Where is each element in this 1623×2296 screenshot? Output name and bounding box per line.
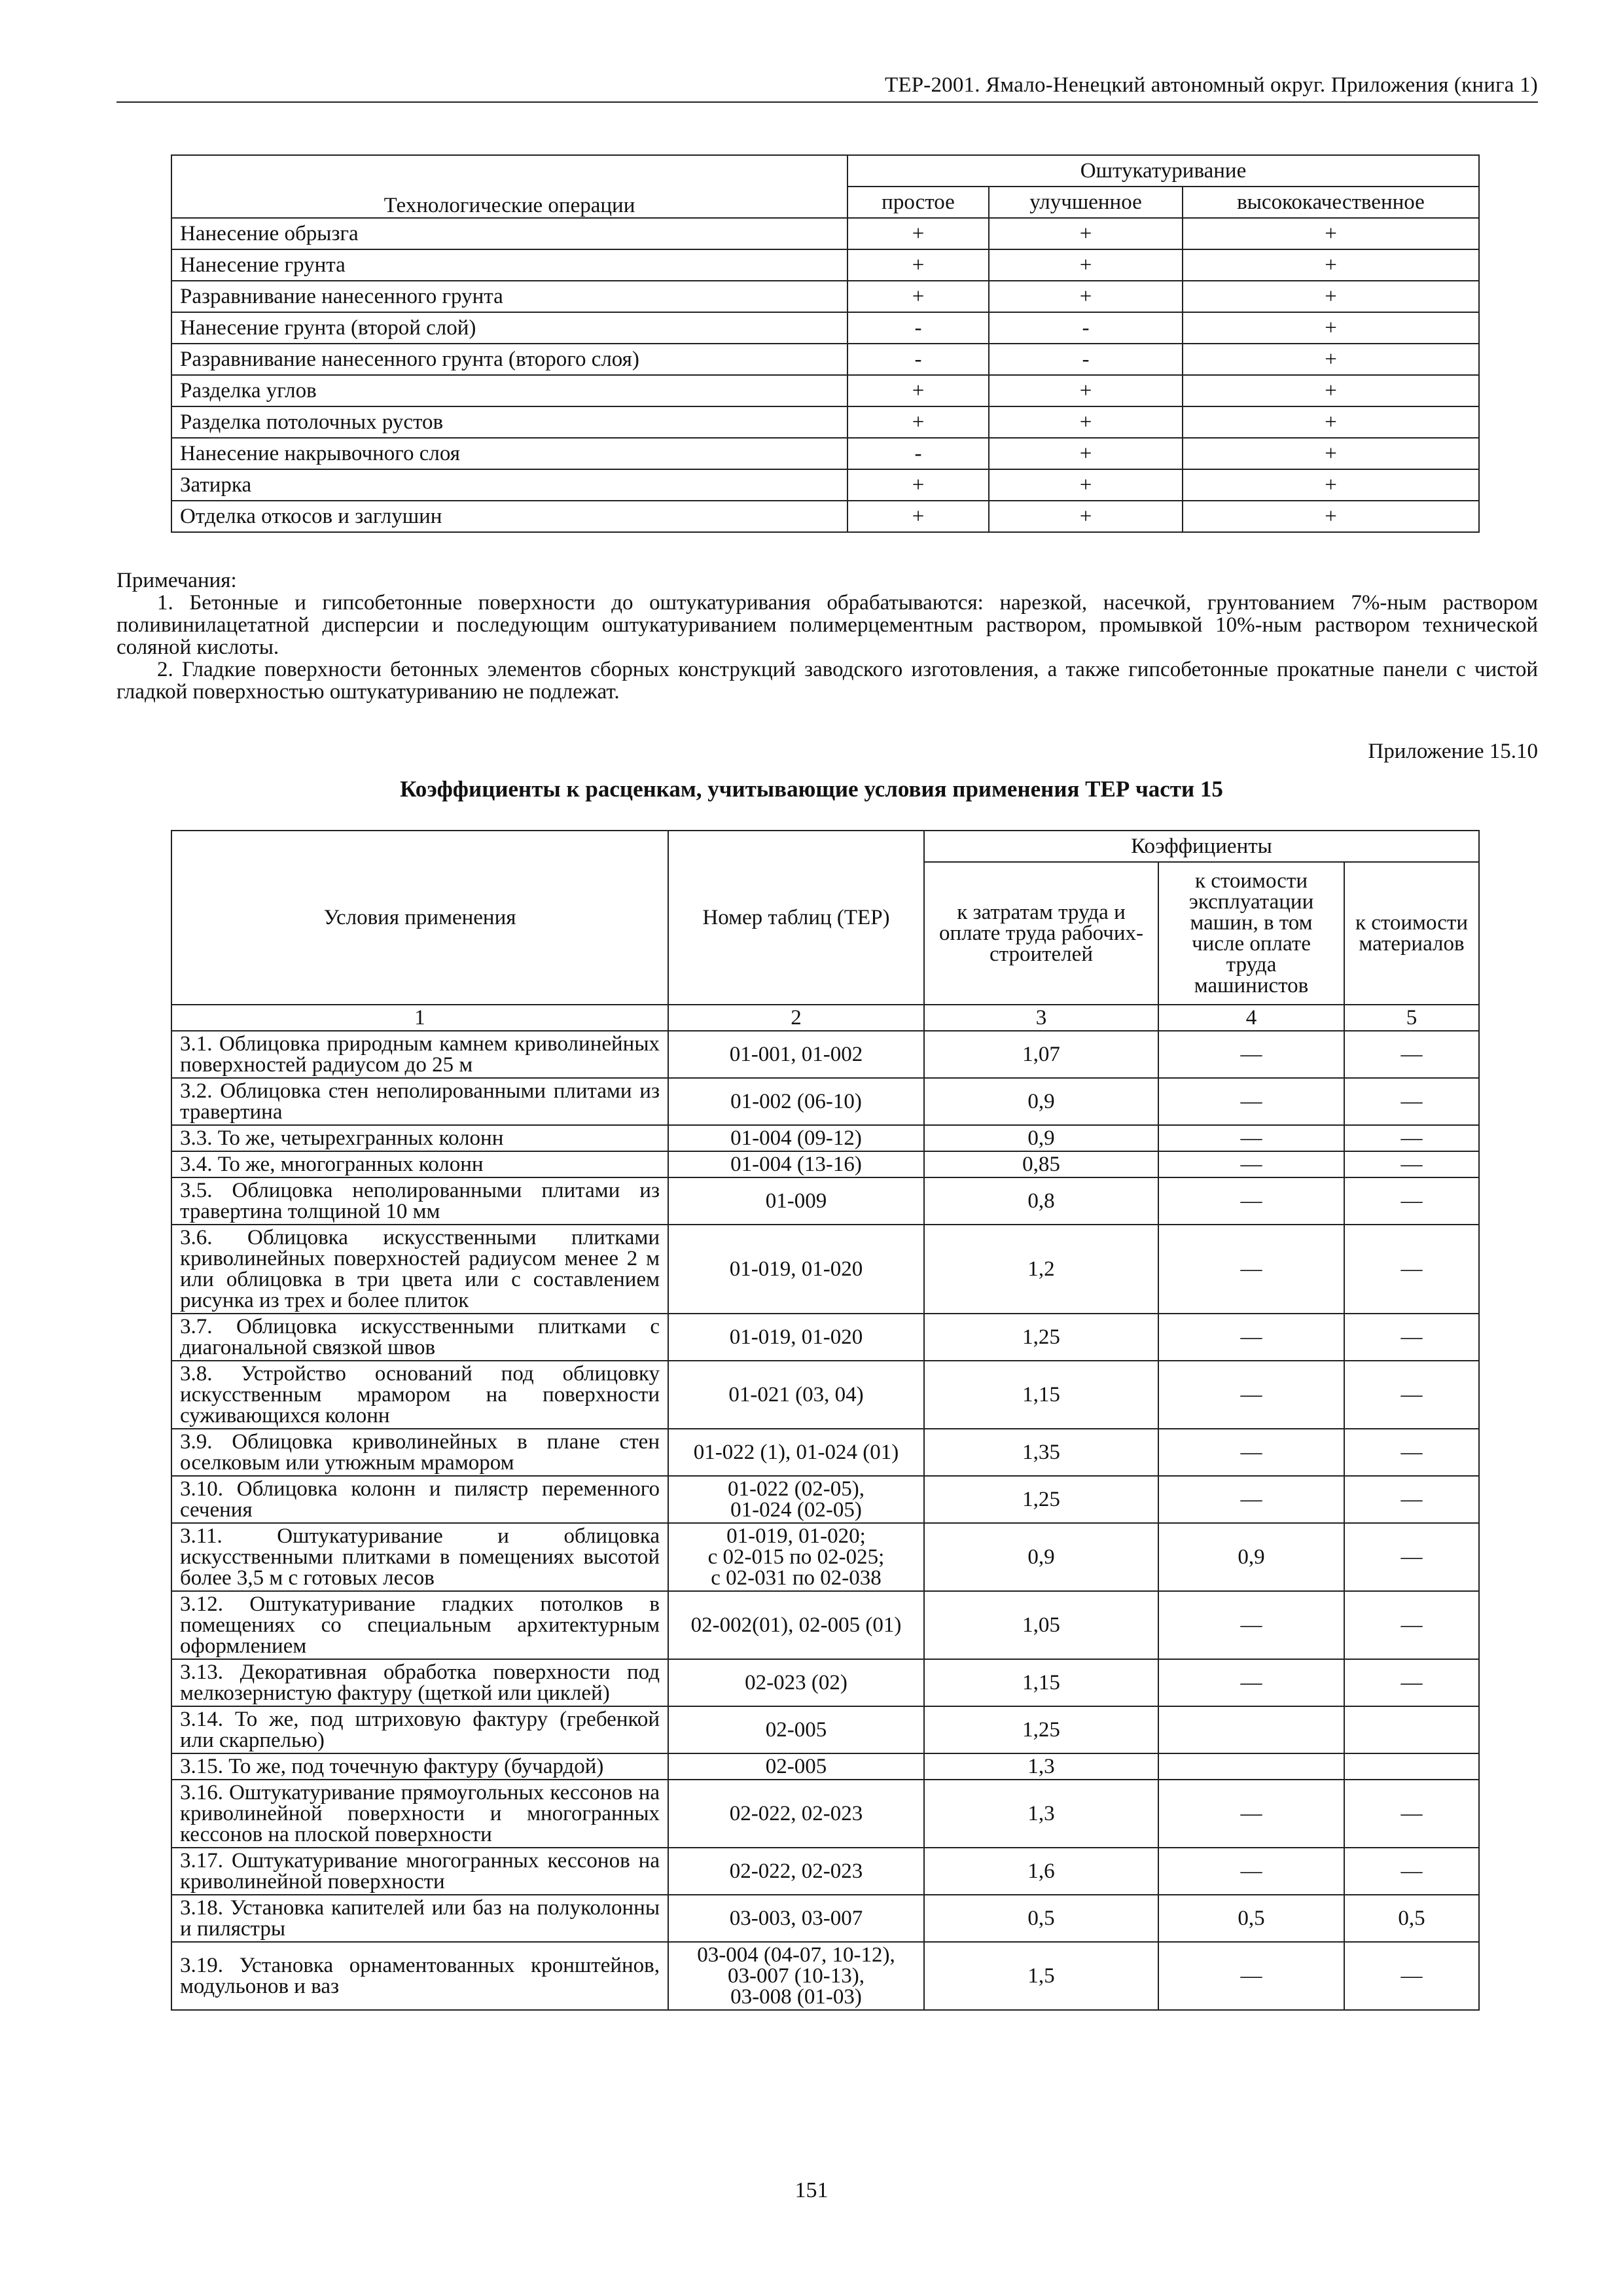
operation-mark: + [1183, 312, 1479, 344]
labor-coefficient-cell: 1,05 [924, 1591, 1158, 1659]
coefficient-row [171, 1706, 1479, 1753]
operation-mark: + [989, 501, 1183, 532]
operation-name: Разделка углов [171, 375, 847, 406]
operation-mark: - [989, 344, 1183, 375]
running-header: ТЕР-2001. Ямало-Ненецкий автономный округ. Приложения (книга 1) [116, 73, 1538, 103]
condition-cell: 3.7. Облицовка искусственными плитками с диагональной связкой швов [171, 1314, 668, 1361]
col-header-coefficients: Коэффициенты [924, 831, 1479, 862]
operation-name: Разравнивание нанесенного грунта [171, 281, 847, 312]
material-coefficient-cell: — [1344, 1361, 1479, 1429]
operation-mark: + [989, 281, 1183, 312]
table-number-cell: 02-005 [668, 1706, 924, 1753]
machine-coefficient-cell: — [1158, 1591, 1344, 1659]
col-header-materials: к стоимости материалов [1344, 862, 1479, 1005]
condition-cell: 3.3. То же, четырехгранных колонн [171, 1125, 668, 1151]
machine-coefficient-cell: — [1158, 1314, 1344, 1361]
coefficient-row [171, 1591, 1479, 1659]
material-coefficient-cell: — [1344, 1942, 1479, 2010]
machine-coefficient-cell [1158, 1753, 1344, 1780]
operation-row [171, 249, 1479, 281]
condition-cell: 3.15. То же, под точечную фактуру (бучардой) [171, 1753, 668, 1780]
operation-mark: + [1183, 218, 1479, 249]
coefficient-row [171, 1361, 1479, 1429]
operation-row [171, 469, 1479, 501]
operation-name: Отделка откосов и заглушин [171, 501, 847, 532]
labor-coefficient-cell: 1,2 [924, 1225, 1158, 1314]
operation-name: Разделка потолочных рустов [171, 406, 847, 438]
operation-row [171, 438, 1479, 469]
notes-heading: Примечания: [116, 569, 237, 592]
operation-name: Нанесение грунта (второй слой) [171, 312, 847, 344]
material-coefficient-cell: — [1344, 1591, 1479, 1659]
operation-row [171, 375, 1479, 406]
machine-coefficient-cell: 0,9 [1158, 1523, 1344, 1591]
labor-coefficient-cell: 0,9 [924, 1078, 1158, 1125]
operation-mark: + [847, 281, 989, 312]
page-number: 151 [794, 2178, 829, 2202]
labor-coefficient-cell: 1,25 [924, 1706, 1158, 1753]
machine-coefficient-cell: — [1158, 1361, 1344, 1429]
labor-coefficient-cell: 1,35 [924, 1429, 1158, 1476]
condition-cell: 3.10. Облицовка колонн и пилястр переменного сечения [171, 1476, 668, 1523]
operation-row [171, 312, 1479, 344]
operation-mark: + [847, 501, 989, 532]
operation-mark: + [1183, 249, 1479, 281]
machine-coefficient-cell: — [1158, 1125, 1344, 1151]
table-number-cell: 01-001, 01-002 [668, 1031, 924, 1078]
coefficient-row [171, 1031, 1479, 1078]
operation-row [171, 281, 1479, 312]
operation-name: Разравнивание нанесенного грунта (второго слоя) [171, 344, 847, 375]
table-number-cell: 01-004 (09-12) [668, 1125, 924, 1151]
coefficient-row [171, 1753, 1479, 1780]
operation-mark: + [989, 438, 1183, 469]
labor-coefficient-cell: 1,6 [924, 1848, 1158, 1895]
machine-coefficient-cell: — [1158, 1031, 1344, 1078]
machine-coefficient-cell: — [1158, 1476, 1344, 1523]
machine-coefficient-cell: — [1158, 1078, 1344, 1125]
table-number-cell: 01-002 (06-10) [668, 1078, 924, 1125]
condition-cell: 3.5. Облицовка неполированными плитами из травертина толщиной 10 мм [171, 1177, 668, 1225]
table-number-cell: 01-021 (03, 04) [668, 1361, 924, 1429]
labor-coefficient-cell: 0,85 [924, 1151, 1158, 1177]
appendix-label: Приложение 15.10 [1368, 740, 1538, 763]
coefficient-row [171, 1523, 1479, 1591]
labor-coefficient-cell: 1,07 [924, 1031, 1158, 1078]
condition-cell: 3.13. Декоративная обработка поверхности под мелкозернистую фактуру (щеткой или циклей) [171, 1659, 668, 1706]
operation-row [171, 218, 1479, 249]
col-number: 5 [1344, 1005, 1479, 1031]
material-coefficient-cell: — [1344, 1476, 1479, 1523]
labor-coefficient-cell: 1,5 [924, 1942, 1158, 2010]
machine-coefficient-cell: — [1158, 1177, 1344, 1225]
table-number-cell: 03-004 (04-07, 10-12), 03-007 (10-13), 03-008 (01-03) [668, 1942, 924, 2010]
labor-coefficient-cell: 0,8 [924, 1177, 1158, 1225]
labor-coefficient-cell: 1,15 [924, 1361, 1158, 1429]
coefficient-row [171, 1177, 1479, 1225]
table-number-cell: 01-019, 01-020 [668, 1225, 924, 1314]
condition-cell: 3.11. Оштукатуривание и облицовка искусственными плитками в помещениях высотой более 3,5 м с готовых лесов [171, 1523, 668, 1591]
table-number-cell: 01-022 (02-05), 01-024 (02-05) [668, 1476, 924, 1523]
coefficient-row [171, 1942, 1479, 2010]
machine-coefficient-cell: — [1158, 1848, 1344, 1895]
condition-cell: 3.6. Облицовка искусственными плитками криволинейных поверхностей радиусом менее 2 м или облицовка в три цвета или с составлением рисунка из трех и более плиток [171, 1225, 668, 1314]
note-item: 1. Бетонные и гипсобетонные поверхности до оштукатуривания обрабатываются: нарезкой, насечкой, грунтованием 7%-ным раствором поливинилацетатной дисперсии и последующим оштукатуриванием полимерцементным раствором, промывкой 10%-ным раствором технической соляной кислоты. [116, 591, 1538, 659]
coefficient-row [171, 1314, 1479, 1361]
col-header-plastering: Оштукатуривание [847, 155, 1479, 187]
condition-cell: 3.2. Облицовка стен неполированными плитами из травертина [171, 1078, 668, 1125]
coefficient-row [171, 1848, 1479, 1895]
table-number-cell: 01-004 (13-16) [668, 1151, 924, 1177]
material-coefficient-cell: — [1344, 1659, 1479, 1706]
operation-mark: + [989, 218, 1183, 249]
material-coefficient-cell [1344, 1753, 1479, 1780]
coefficient-row [171, 1895, 1479, 1942]
operation-name: Нанесение обрызга [171, 218, 847, 249]
operation-mark: + [847, 218, 989, 249]
labor-coefficient-cell: 1,15 [924, 1659, 1158, 1706]
machine-coefficient-cell: — [1158, 1429, 1344, 1476]
plastering-operations-table [171, 154, 1480, 533]
labor-coefficient-cell: 0,5 [924, 1895, 1158, 1942]
operation-mark: + [989, 469, 1183, 501]
machine-coefficient-cell [1158, 1706, 1344, 1753]
operation-mark: + [989, 406, 1183, 438]
condition-cell: 3.1. Облицовка природным камнем криволинейных поверхностей радиусом до 25 м [171, 1031, 668, 1078]
col-number: 1 [171, 1005, 668, 1031]
material-coefficient-cell: — [1344, 1078, 1479, 1125]
material-coefficient-cell: — [1344, 1780, 1479, 1848]
col-header-table-number: Номер таблиц (ТЕР) [668, 831, 924, 1005]
labor-coefficient-cell: 0,9 [924, 1125, 1158, 1151]
operation-mark: - [847, 312, 989, 344]
condition-cell: 3.16. Оштукатуривание прямоугольных кессонов на криволинейной поверхности и многогранных кессонов на плоской поверхности [171, 1780, 668, 1848]
machine-coefficient-cell: — [1158, 1151, 1344, 1177]
coefficient-row [171, 1476, 1479, 1523]
coefficient-row [171, 1780, 1479, 1848]
labor-coefficient-cell: 1,25 [924, 1314, 1158, 1361]
operation-mark: + [847, 375, 989, 406]
table-number-cell: 01-022 (1), 01-024 (01) [668, 1429, 924, 1476]
table2-title: Коэффициенты к расценкам, учитывающие условия применения ТЕР части 15 [400, 776, 1223, 802]
coefficient-row [171, 1225, 1479, 1314]
table-number-cell: 02-002(01), 02-005 (01) [668, 1591, 924, 1659]
operation-row [171, 344, 1479, 375]
coefficient-row [171, 1429, 1479, 1476]
notes-section [116, 569, 1538, 703]
operation-mark: - [847, 344, 989, 375]
note-item: 2. Гладкие поверхности бетонных элементов сборных конструкций заводского изготовления, а также гипсобетонные прокатные панели с чистой гладкой поверхностью оштукатуриванию не подлежат. [116, 658, 1538, 704]
operation-mark: + [1183, 501, 1479, 532]
material-coefficient-cell: — [1344, 1177, 1479, 1225]
machine-coefficient-cell: — [1158, 1225, 1344, 1314]
material-coefficient-cell: — [1344, 1031, 1479, 1078]
condition-cell: 3.14. То же, под штриховую фактуру (гребенкой или скарпелью) [171, 1706, 668, 1753]
operation-mark: + [847, 249, 989, 281]
coefficient-row [171, 1078, 1479, 1125]
material-coefficient-cell: — [1344, 1225, 1479, 1314]
machine-coefficient-cell: — [1158, 1942, 1344, 2010]
machine-coefficient-cell: — [1158, 1659, 1344, 1706]
labor-coefficient-cell: 1,3 [924, 1780, 1158, 1848]
material-coefficient-cell: — [1344, 1125, 1479, 1151]
condition-cell: 3.9. Облицовка криволинейных в плане стен оселковым или утюжным мрамором [171, 1429, 668, 1476]
condition-cell: 3.12. Оштукатуривание гладких потолков в помещениях со специальным архитектурным оформлением [171, 1591, 668, 1659]
col-header-operations: Технологические операции [171, 155, 847, 218]
operation-mark: + [1183, 281, 1479, 312]
col-header-machines: к стоимости эксплуатации машин, в том числе оплате труда машинистов [1158, 862, 1344, 1005]
condition-cell: 3.17. Оштукатуривание многогранных кессонов на криволинейной поверхности [171, 1848, 668, 1895]
condition-cell: 3.8. Устройство оснований под облицовку искусственным мрамором на поверхности суживающихся колонн [171, 1361, 668, 1429]
operation-mark: + [1183, 469, 1479, 501]
material-coefficient-cell [1344, 1706, 1479, 1753]
col-header-improved: улучшенное [989, 187, 1183, 218]
col-header-conditions: Условия применения [171, 831, 668, 1005]
operation-row [171, 406, 1479, 438]
coefficient-row [171, 1659, 1479, 1706]
operation-mark: + [989, 249, 1183, 281]
table-number-cell: 01-009 [668, 1177, 924, 1225]
col-number: 2 [668, 1005, 924, 1031]
col-header-labor: к затратам труда и оплате труда рабочих-строителей [924, 862, 1158, 1005]
operation-mark: - [847, 438, 989, 469]
operation-mark: + [1183, 406, 1479, 438]
material-coefficient-cell: 0,5 [1344, 1895, 1479, 1942]
operation-mark: + [1183, 375, 1479, 406]
operation-name: Затирка [171, 469, 847, 501]
table-number-cell: 02-022, 02-023 [668, 1780, 924, 1848]
table-number-cell: 02-005 [668, 1753, 924, 1780]
operation-name: Нанесение накрывочного слоя [171, 438, 847, 469]
table-number-cell: 01-019, 01-020; с 02-015 по 02-025; с 02-031 по 02-038 [668, 1523, 924, 1591]
condition-cell: 3.18. Установка капителей или баз на полуколонны и пилястры [171, 1895, 668, 1942]
coefficient-row [171, 1125, 1479, 1151]
table-number-cell: 02-022, 02-023 [668, 1848, 924, 1895]
labor-coefficient-cell: 0,9 [924, 1523, 1158, 1591]
operation-row [171, 501, 1479, 532]
machine-coefficient-cell: — [1158, 1780, 1344, 1848]
operation-mark: + [989, 375, 1183, 406]
col-header-high-quality: высококачественное [1183, 187, 1479, 218]
col-number: 4 [1158, 1005, 1344, 1031]
material-coefficient-cell: — [1344, 1151, 1479, 1177]
material-coefficient-cell: — [1344, 1848, 1479, 1895]
coefficient-row [171, 1151, 1479, 1177]
material-coefficient-cell: — [1344, 1523, 1479, 1591]
operation-mark: + [1183, 438, 1479, 469]
coefficients-table [171, 830, 1480, 2011]
col-header-simple: простое [847, 187, 989, 218]
operation-mark: + [1183, 344, 1479, 375]
labor-coefficient-cell: 1,3 [924, 1753, 1158, 1780]
condition-cell: 3.4. То же, многогранных колонн [171, 1151, 668, 1177]
table-number-cell: 03-003, 03-007 [668, 1895, 924, 1942]
table-number-cell: 02-023 (02) [668, 1659, 924, 1706]
operation-mark: + [847, 406, 989, 438]
labor-coefficient-cell: 1,25 [924, 1476, 1158, 1523]
material-coefficient-cell: — [1344, 1429, 1479, 1476]
table-number-cell: 01-019, 01-020 [668, 1314, 924, 1361]
operation-mark: + [847, 469, 989, 501]
operation-name: Нанесение грунта [171, 249, 847, 281]
col-number: 3 [924, 1005, 1158, 1031]
machine-coefficient-cell: 0,5 [1158, 1895, 1344, 1942]
operation-mark: - [989, 312, 1183, 344]
condition-cell: 3.19. Установка орнаментованных кронштейнов, модульонов и ваз [171, 1942, 668, 2010]
material-coefficient-cell: — [1344, 1314, 1479, 1361]
